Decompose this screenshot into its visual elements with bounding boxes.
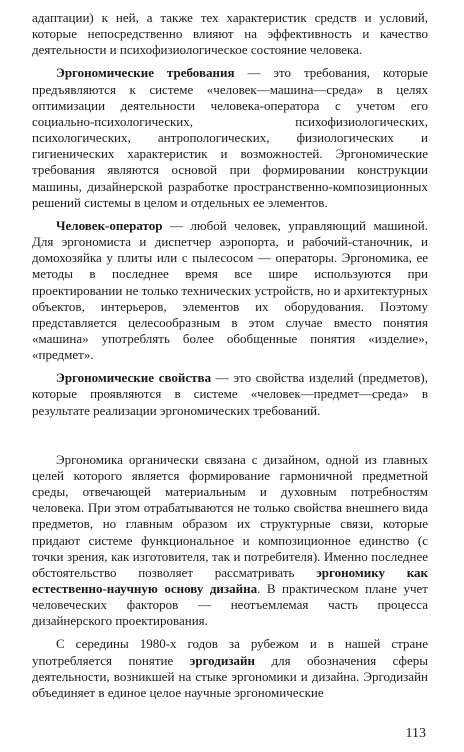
emphasis-text: эргодизайн	[189, 652, 256, 668]
definition-text: — это требования, которые предъявляются к системе «человек—машина—среда» в целях оптимизации деятельности человека-оператора с учетом его социально-психологических, психофизиологических, психологических, антропологических, физиологических и гигиенических характеристик и возможностей. Эргономические требования являются основой при формировании конструкции машины, дизайнерской разработке пространственно-композиционных решений системы в целом и отдельных ее элементов.	[32, 65, 428, 210]
paragraph-ergodesign	[32, 636, 428, 701]
page-body	[32, 10, 428, 701]
paragraph-continuation	[32, 10, 428, 58]
page-number: 113	[405, 726, 426, 741]
definition-text: — любой человек, управляющий машиной. Для эргономиста и диспетчер аэропорта, и рабочий-станочник, и домохозяйка у плиты или с пылесосом — операторы. Эргономика, ее методы в последнее время все шире используются при проектировании не только технических устройств, но и архитектурных объектов, интерьеров, элементов их оборудования. Поэтому представляется целесообразным в этом случае вместо понятия «машина» употреблять более обобщенные понятия «изделие», «предмет».	[32, 217, 428, 363]
paragraph-text: адаптации) к ней, а также тех характеристик средств и условий, которые непосредственно влияют на эффективность и качество деятельности и психофизиологическое состояние человека.	[32, 10, 428, 58]
definition-text: — это свойства изделий (предметов), которые проявляются в системе «человек—предмет—среда» в результате реализации эргономических требований.	[32, 370, 429, 418]
definition-term: Эргономические требования	[56, 65, 235, 81]
definition-term: Эргономические свойства	[56, 370, 212, 386]
emphasis-text: эргономику как естественно-научную основу дизайна	[32, 564, 428, 596]
definition-term: Человек-оператор	[56, 217, 163, 233]
paragraph-text: для обозначения сферы деятельности, возникшей на стыке эргономики и дизайна. Эргодизайн объединяет в единое целое научные эргономические	[32, 652, 428, 700]
paragraph-text: . В практическом плане учет человеческих факторов — неотъемлемая часть процесса дизайнерского проектирования.	[32, 581, 428, 629]
paragraph-ergonomics-and-design	[32, 452, 428, 630]
definition-ergonomic-requirements	[32, 65, 428, 210]
definition-ergonomic-properties	[32, 370, 428, 418]
definition-human-operator	[32, 218, 428, 363]
paragraph-text: Эргономика органически связана с дизайном, одной из главных целей которого является формирование гармоничной предметной среды, отвечающей материальным и духовным потребностям человека. При этом отрабатываются не только свойства внешнего вида предметов, но главным образом их структурные связи, которые придают системе функциональное и композиционное единство (с точки зрения, как изготовителя, так и потребителя). Именно последнее обстоятельство позволяет рассматривать	[32, 451, 428, 580]
paragraph-text: С середины 1980-х годов за рубежом и в нашей стране употребляется понятие	[32, 636, 428, 668]
